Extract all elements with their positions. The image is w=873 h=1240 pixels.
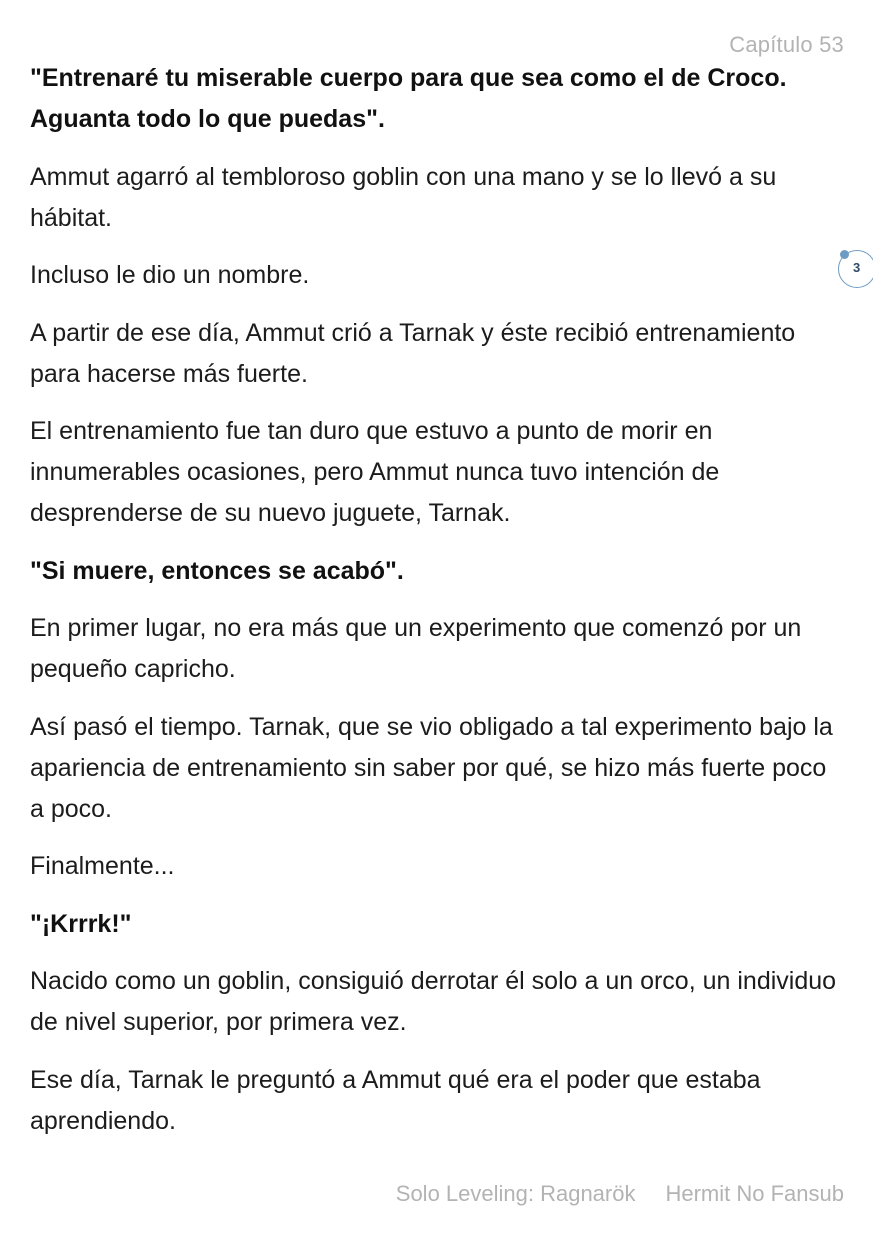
paragraph-1: "Entrenaré tu miserable cuerpo para que sea como el de Croco. Aguanta todo lo que puedas".	[30, 64, 787, 133]
novel-title: Solo Leveling: Ragnarök	[395, 1181, 636, 1206]
paragraph-5: El entrenamiento fue tan duro que estuvo a punto de morir en innumerables ocasiones, pero Ammut nunca tuvo intención de desprenderse de su nuevo juguete, Tarnak.	[30, 417, 720, 527]
paragraph-3: Incluso le dio un nombre.	[30, 261, 310, 289]
paragraph-9: Finalmente...	[30, 852, 175, 880]
paragraph-7: En primer lugar, no era más que un experimento que comenzó por un pequeño capricho.	[30, 614, 802, 683]
paragraph-10: "¡Krrrk!"	[30, 909, 132, 938]
paragraph-6: "Si muere, entonces se acabó".	[30, 556, 404, 585]
paragraph-12: Ese día, Tarnak le preguntó a Ammut qué era el poder que estaba aprendiendo.	[30, 1065, 761, 1135]
page-footer	[396, 1181, 844, 1207]
paragraph-4: A partir de ese día, Ammut crió a Tarnak y éste recibió entrenamiento para hacerse más fuerte.	[30, 318, 796, 388]
paragraph-8: Así pasó el tiempo. Tarnak, que se vio obligado a tal experimento bajo la apariencia de entrenamiento sin saber por qué, se hizo más fuerte poco a poco.	[30, 712, 833, 823]
comment-count: 3	[853, 260, 861, 275]
paragraph-comment-button[interactable]	[838, 250, 873, 288]
translator-credit: Hermit No Fansub	[665, 1181, 844, 1206]
comment-bubble-icon	[840, 250, 849, 259]
paragraph-2: Ammut agarró al tembloroso goblin con una mano y se lo llevó a su hábitat.	[30, 162, 777, 232]
reader-content	[30, 58, 845, 1158]
chapter-title: Capítulo 53	[729, 32, 844, 57]
paragraph-11: Nacido como un goblin, consiguió derrotar él solo a un orco, un individuo de nivel superior, por primera vez.	[30, 967, 837, 1036]
